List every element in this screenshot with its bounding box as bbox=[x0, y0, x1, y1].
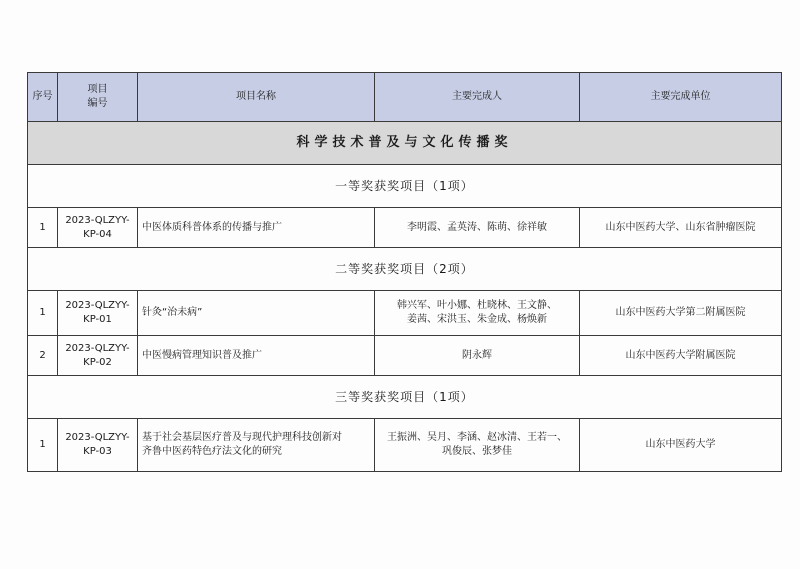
header-unit: 主要完成单位 bbox=[580, 73, 782, 122]
code-line-2: KP-04 bbox=[83, 228, 112, 240]
cell-code bbox=[58, 291, 138, 336]
cell-unit: 山东中医药大学 bbox=[580, 419, 782, 472]
code-line-1: 2023-QLZYY- bbox=[65, 300, 130, 311]
table-row bbox=[28, 336, 782, 376]
cell-unit: 山东中医药大学附属医院 bbox=[580, 336, 782, 376]
table-row bbox=[28, 419, 782, 472]
cell-people bbox=[375, 291, 580, 336]
header-code: 项目 编号 bbox=[58, 73, 138, 122]
people-line-1: 王振洲、吴月、李涵、赵冰清、王若一、 bbox=[387, 432, 567, 443]
cell-name: 中医慢病管理知识普及推广 bbox=[138, 336, 375, 376]
header-people: 主要完成人 bbox=[375, 73, 580, 122]
award-table bbox=[27, 72, 782, 472]
code-line-2: KP-03 bbox=[83, 446, 112, 457]
level-row-second bbox=[28, 248, 782, 291]
cell-name: 针灸“治未病” bbox=[138, 291, 375, 336]
code-line-2: KP-02 bbox=[83, 356, 112, 368]
level-title-first: 一等奖获奖项目（1项） bbox=[28, 165, 782, 208]
cell-code bbox=[58, 208, 138, 248]
cell-people: 阴永辉 bbox=[375, 336, 580, 376]
level-title-third: 三等奖获奖项目（1项） bbox=[28, 376, 782, 419]
code-line-1: 2023-QLZYY- bbox=[65, 214, 130, 226]
cell-seq: 1 bbox=[28, 208, 58, 248]
cell-seq: 1 bbox=[28, 419, 58, 472]
cell-code bbox=[58, 419, 138, 472]
cell-code bbox=[58, 336, 138, 376]
category-row bbox=[28, 122, 782, 165]
category-title: 科学技术普及与文化传播奖 bbox=[28, 122, 782, 165]
cell-seq: 2 bbox=[28, 336, 58, 376]
header-name: 项目名称 bbox=[138, 73, 375, 122]
table-row bbox=[28, 291, 782, 336]
cell-people: 李明霞、孟英涛、陈萌、徐祥敏 bbox=[375, 208, 580, 248]
cell-unit: 山东中医药大学、山东省肿瘤医院 bbox=[580, 208, 782, 248]
name-line-2: 齐鲁中医药特色疗法文化的研究 bbox=[142, 446, 282, 457]
name-line-1: 基于社会基层医疗普及与现代护理科技创新对 bbox=[142, 432, 342, 443]
header-row bbox=[28, 73, 782, 122]
cell-name bbox=[138, 419, 375, 472]
code-line-1: 2023-QLZYY- bbox=[65, 342, 130, 354]
people-line-1: 韩兴军、叶小娜、杜晓林、王文静、 bbox=[397, 300, 557, 311]
code-line-1: 2023-QLZYY- bbox=[65, 432, 130, 443]
cell-people bbox=[375, 419, 580, 472]
people-line-2: 巩俊辰、张梦佳 bbox=[442, 446, 512, 457]
cell-unit: 山东中医药大学第二附属医院 bbox=[580, 291, 782, 336]
code-line-2: KP-01 bbox=[83, 314, 112, 325]
level-row-first bbox=[28, 165, 782, 208]
level-row-third bbox=[28, 376, 782, 419]
people-line-2: 姜茜、宋洪玉、朱金成、杨焕新 bbox=[407, 314, 547, 325]
header-seq: 序号 bbox=[28, 73, 58, 122]
cell-seq: 1 bbox=[28, 291, 58, 336]
cell-name: 中医体质科普体系的传播与推广 bbox=[138, 208, 375, 248]
level-title-second: 二等奖获奖项目（2项） bbox=[28, 248, 782, 291]
table-row bbox=[28, 208, 782, 248]
